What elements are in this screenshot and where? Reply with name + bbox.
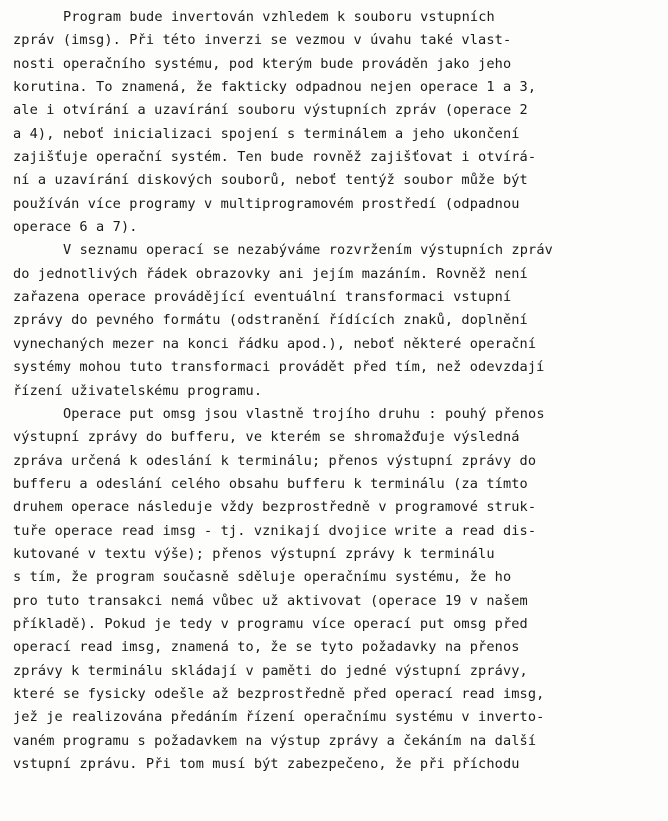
paragraph-1-line-3: nosti operačního systému, pod kterým bude prováděn jako jeho xyxy=(13,55,512,72)
paragraph-1-line-2: zpráv (imsg). Při této inverzi se vezmou v úvahu také vlast- xyxy=(13,32,512,49)
paragraph-3-line-12: zprávy k terminálu skládají v paměti do jedné výstupní zprávy, xyxy=(13,662,528,679)
paragraph-3-line-5: druhem operace následuje vždy bezprostředně v programové struk- xyxy=(13,499,537,516)
paragraph-1-line-7: zajišťuje operační systém. Ten bude rovněž zajišťovat i otvírá- xyxy=(13,149,537,166)
paragraph-2-line-4: zprávy do pevného formátu (odstranění řídících znaků, doplnění xyxy=(13,312,528,329)
paragraph-3-line-4: bufferu a odeslání celého obsahu bufferu k terminálu (za tímto xyxy=(13,475,528,492)
paragraph-1-line-9: používán více programy v multiprogramovém prostředí (odpadnou xyxy=(13,195,520,212)
paragraph-3-line-3: zpráva určená k odeslání k terminálu; přenos výstupní zprávy do xyxy=(13,452,537,469)
paragraph-3-line-2: výstupní zprávy do bufferu, ve kterém se shromažďuje výsledná xyxy=(13,429,520,446)
paragraph-3-line-13: které se fysicky odešle až bezprostředně před operací read imsg, xyxy=(13,685,545,702)
paragraph-3-line-15: vaném programu s požadavkem na výstup zprávy a čekáním na další xyxy=(13,732,537,749)
paragraph-1-line-6: a 4), neboť inicializaci spojení s terminálem a jeho ukončení xyxy=(13,125,520,142)
paragraph-1-line-10: operace 6 a 7). xyxy=(13,219,138,236)
paragraph-3-line-1: Operace put omsg jsou vlastně trojího druhu : pouhý přenos xyxy=(63,405,545,422)
paragraph-3-line-6: tuře operace read imsg - tj. vznikají dvojice write a read dis- xyxy=(13,522,537,539)
paragraph-1-line-8: ní a uzavírání diskových souborů, neboť tentýž soubor může být xyxy=(13,172,528,189)
body-text xyxy=(13,6,663,776)
paragraph-3-line-16: vstupní zprávu. Při tom musí být zabezpečeno, že při příchodu xyxy=(13,756,520,772)
paragraph-2-line-5: vynechaných mezer na konci řádku apod.), neboť některé operační xyxy=(13,335,537,352)
paragraph-3-line-9: pro tuto transakci nemá vůbec už aktivovat (operace 19 v našem xyxy=(13,592,528,609)
paragraph-3-line-11: operací read imsg, znamená to, že se tyto požadavky na přenos xyxy=(13,639,520,656)
paragraph-2-line-3: zařazena operace provádějící eventuální transformaci vstupní xyxy=(13,289,512,306)
paragraph-2-line-7: řízení uživatelskému programu. xyxy=(13,382,263,399)
paragraph-2-line-2: do jednotlivých řádek obrazovky ani jejím mazáním. Rovněž není xyxy=(13,265,528,282)
paragraph-1-line-4: korutina. To znamená, že fakticky odpadnou nejen operace 1 a 3, xyxy=(13,79,537,96)
paragraph-2-line-6: systémy mohou tuto transformaci provádět před tím, než odevzdají xyxy=(13,359,545,376)
paragraph-3-line-14: jež je realizována předáním řízení operačnímu systému v inverto- xyxy=(13,709,545,726)
paragraph-2-line-1: V seznamu operací se nezabýváme rozvržením výstupních zpráv xyxy=(63,242,553,259)
paragraph-3-line-10: příkladě). Pokud je tedy v programu více operací put omsg před xyxy=(13,615,528,632)
paragraph-3-line-8: s tím, že program současně sděluje operačnímu systému, že ho xyxy=(13,569,512,586)
paragraph-3-line-7: kutované v textu výše); přenos výstupní zprávy k terminálu xyxy=(13,545,495,562)
paragraph-1-line-1: Program bude invertován vzhledem k souboru vstupních xyxy=(63,9,495,25)
paragraph-1-line-5: ale i otvírání a uzavírání souboru výstupních zpráv (operace 2 xyxy=(13,102,528,119)
